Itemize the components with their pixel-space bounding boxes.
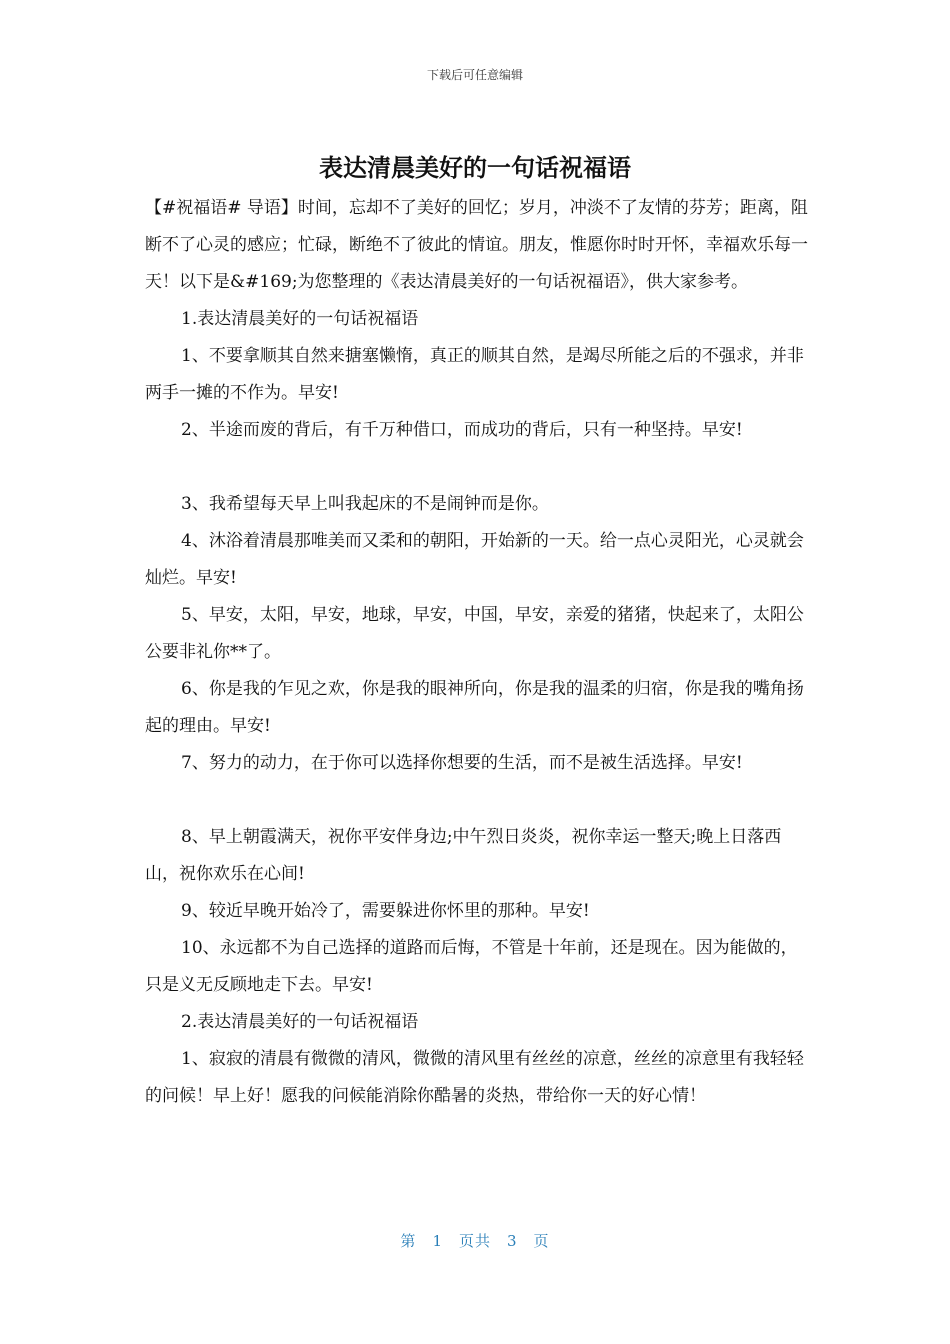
list-item: 5、早安，太阳，早安，地球，早安，中国，早安，亲爱的猪猪，快起来了，太阳公公要非礼你**了。 xyxy=(145,605,804,662)
list-item: 6、你是我的乍见之欢，你是我的眼神所向，你是我的温柔的归宿，你是我的嘴角扬起的理由。早安! xyxy=(145,679,804,736)
page-suffix: 页 xyxy=(533,1232,550,1250)
list-item: 9、较近早晚开始冷了，需要躲进你怀里的那种。早安! xyxy=(181,901,590,921)
list-item: 2、半途而废的背后，有千万种借口，而成功的背后，只有一种坚持。早安! xyxy=(181,420,743,440)
list-item: 4、沐浴着清晨那唯美而又柔和的朝阳，开始新的一天。给一点心灵阳光，心灵就会灿烂。早安! xyxy=(145,531,804,588)
section-heading: 2.表达清晨美好的一句话祝福语 xyxy=(181,1012,419,1032)
list-item: 10、永远都不为自己选择的道路而后悔，不管是十年前，还是现在。因为能做的，只是义无反顾地走下去。早安! xyxy=(145,938,798,995)
current-page-number: 1 xyxy=(432,1232,443,1250)
document-title: 表达清晨美好的一句话祝福语 xyxy=(319,154,631,182)
page-middle-text: 页共 xyxy=(458,1232,491,1250)
section-heading: 1.表达清晨美好的一句话祝福语 xyxy=(181,309,419,329)
page-prefix: 第 xyxy=(400,1232,417,1250)
list-item: 3、我希望每天早上叫我起床的不是闹钟而是你。 xyxy=(181,494,549,514)
intro-paragraph: 【#祝福语# 导语】时间，忘却不了美好的回忆；岁月，冲淡不了友情的芬芳；距离，阻断不了心灵的感应；忙碌，断绝不了彼此的情谊。朋友，惟愿你时时开怀，幸福欢乐每一天！以下是&#169;为您整理的《表达清晨美好的一句话祝福语》，供大家参考。 xyxy=(145,198,808,292)
list-item: 7、努力的动力，在于你可以选择你想要的生活，而不是被生活选择。早安! xyxy=(181,753,743,773)
list-item: 1、寂寂的清晨有微微的清风，微微的清风里有丝丝的凉意，丝丝的凉意里有我轻轻的问候！早上好！愿我的问候能消除你酷暑的炎热，带给你一天的好心情！ xyxy=(145,1049,804,1106)
document-body xyxy=(145,190,813,1115)
page-number-footer xyxy=(0,1230,950,1251)
total-pages-number: 3 xyxy=(507,1232,518,1250)
header-note: 下载后可任意编辑 xyxy=(426,68,523,82)
list-item: 1、不要拿顺其自然来搪塞懒惰，真正的顺其自然，是竭尽所能之后的不强求，并非两手一摊的不作为。早安! xyxy=(145,346,804,403)
list-item: 8、早上朝霞满天，祝你平安伴身边;中午烈日炎炎，祝你幸运一整天;晚上日落西山，祝你欢乐在心间! xyxy=(145,827,782,884)
